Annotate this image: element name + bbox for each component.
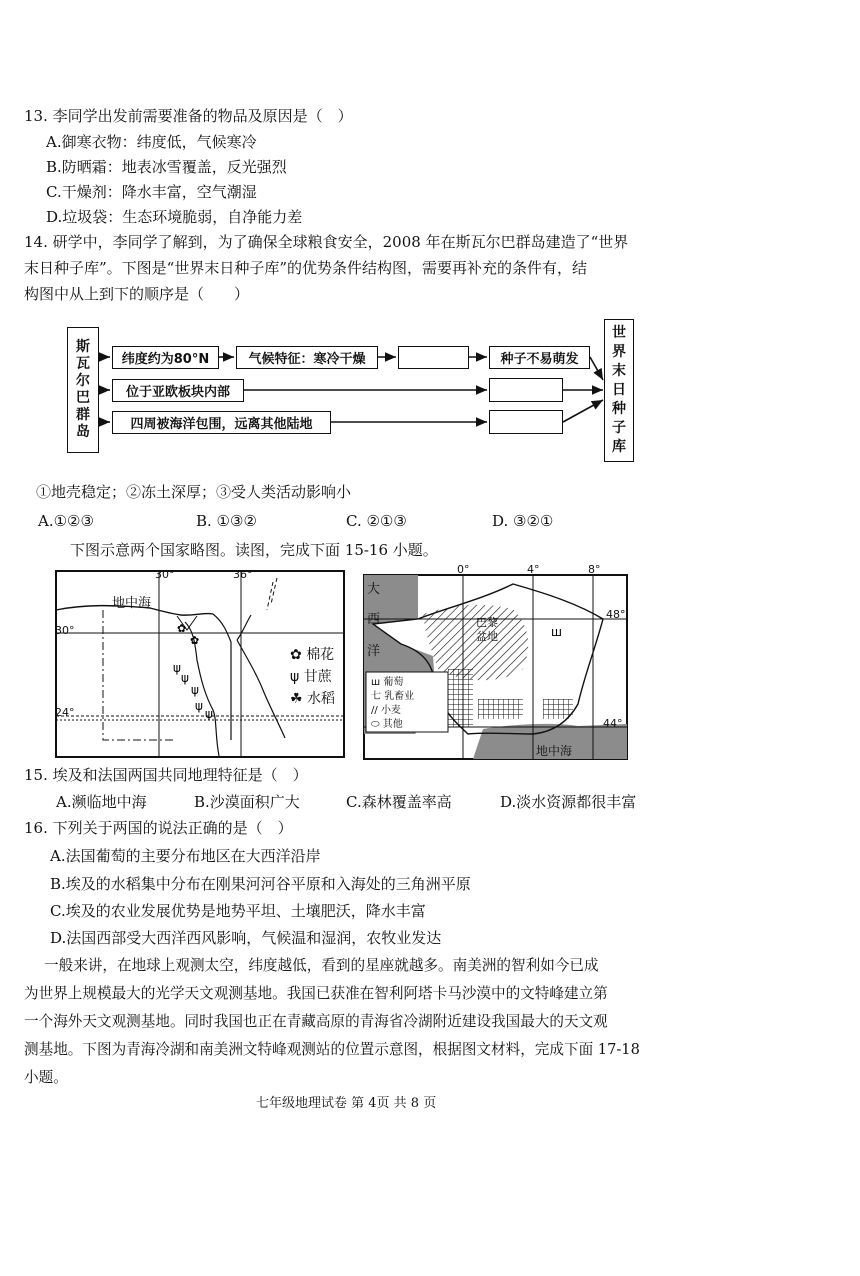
france-lon-8: 8° [588, 563, 601, 576]
egypt-legend [290, 644, 335, 710]
svalbard-char: 瓦 [76, 356, 90, 372]
q13-option-b: B.防晒霜：地表冰雪覆盖，反光强烈 [46, 158, 287, 176]
egypt-lat-24: 24° [55, 706, 75, 719]
blank-box-1 [398, 346, 469, 369]
seed-vault-char: 末 [612, 363, 626, 379]
svalbard-char: 尔 [76, 373, 90, 389]
q15-option-c: C.森林覆盖率高 [346, 793, 452, 811]
ocean-surrounded-box: 四周被海洋包围，远离其他陆地 [112, 411, 331, 434]
q15-option-d: D.淡水资源都很丰富 [500, 793, 637, 811]
egypt-lon-30: 30° [155, 568, 175, 581]
blank-box-2 [489, 378, 563, 402]
svg-text:✿: ✿ [190, 634, 200, 647]
q16-option-d: D.法国西部受大西洋西风影响，气候温和湿润，农牧业发达 [50, 929, 442, 947]
q16-option-b: B.埃及的水稻集中分布在刚果河河谷平原和入海处的三角洲平原 [50, 875, 471, 893]
seed-vault-char: 子 [612, 420, 626, 436]
q14-option-c: C. ②①③ [346, 512, 407, 530]
q15-option-a: A.濒临地中海 [56, 793, 147, 811]
seed-vault-char: 界 [612, 344, 626, 360]
svalbard-char: 斯 [76, 339, 90, 355]
q15-option-b: B.沙漠面积广大 [194, 793, 300, 811]
legend-cotton: 棉花 [306, 647, 335, 663]
svg-text:ψ: ψ [195, 699, 203, 713]
france-legend [371, 676, 414, 732]
q16-option-a: A.法国葡萄的主要分布地区在大西洋沿岸 [50, 847, 321, 865]
q14-stem-line2: 末日种子库”。下图是“世界末日种子库”的优势条件结构图，需要再补充的条件有，结 [24, 259, 588, 277]
legend-other: 其他 [382, 719, 403, 730]
svg-text:ψ: ψ [191, 683, 199, 697]
svg-text:ψ: ψ [181, 671, 189, 685]
q14-option-d: D. ③②① [492, 512, 554, 530]
france-lat-44: 44° [603, 717, 623, 730]
q14-stem-line3: 构图中从上到下的顺序是（ ） [24, 285, 250, 303]
latitude-box: 纬度约为80°N [112, 346, 219, 369]
q16-option-c: C.埃及的农业发展优势是地势平坦、土壤肥沃，降水丰富 [50, 902, 426, 920]
france-lon-0: 0° [457, 563, 470, 576]
passage-line-2: 为世界上规模最大的光学天文观测基地。我国已获准在智利阿塔卡马沙漠中的文特峰建立第 [24, 985, 608, 1002]
svg-text:ш: ш [551, 625, 562, 639]
vineyard-icon: ш [371, 677, 381, 688]
atlantic-char-3: 洋 [367, 644, 381, 659]
passage-line-5: 小题。 [24, 1069, 68, 1086]
passage-line-3: 一个海外天文观测基地。同时我国也正在青藏高原的青海省冷湖附近建设我国最大的天文观 [24, 1013, 608, 1030]
q14-stem-line1: 14. 研学中，李同学了解到，为了确保全球粮食安全，2008 年在斯瓦尔巴群岛建造了“世界 [24, 233, 629, 251]
dairy-icon: 七 [371, 691, 381, 702]
other-icon: ⬭ [371, 719, 380, 730]
svg-text:ψ: ψ [205, 707, 213, 721]
paris-basin-label-1: 巴黎 [476, 616, 498, 629]
seed-vault-char: 库 [612, 439, 626, 455]
svalbard-char: 群 [76, 407, 90, 423]
passage-line-1: 一般来讲，在地球上观测太空，纬度越低，看到的星座就越多。南美洲的智利如今已成 [44, 957, 599, 974]
seed-vault-box [604, 319, 634, 462]
egypt-lat-30: 30° [55, 624, 75, 637]
legend-rice: 水稻 [307, 691, 336, 707]
legend-grape: 葡萄 [383, 677, 404, 688]
france-lat-48: 48° [606, 608, 626, 621]
egypt-mediterranean-label: 地中海 [112, 596, 152, 611]
atlantic-char-2: 西 [367, 612, 381, 627]
seed-vault-char: 种 [612, 401, 626, 417]
cotton-icon: ✿ [290, 647, 302, 663]
passage-line-4: 测基地。下图为青海冷湖和南美洲文特峰观测站的位置示意图，根据图文材料，完成下面 17-18 [24, 1041, 640, 1058]
q14-option-b: B. ①③② [196, 512, 257, 530]
seed-vault-char: 日 [612, 382, 626, 398]
seed-vault-char: 世 [612, 325, 626, 341]
q16-stem: 16. 下列关于两国的说法正确的是（ ） [24, 819, 293, 837]
q14-option-a: A.①②③ [38, 512, 94, 530]
plate-position-box: 位于亚欧板块内部 [112, 379, 244, 402]
blank-box-3 [489, 410, 563, 434]
wheat-icon: // [371, 705, 378, 716]
page-footer: 七年级地理试卷 第 4页 共 8 页 [256, 1096, 437, 1111]
q13-option-a: A.御寒衣物：纬度低，气候寒冷 [46, 133, 257, 151]
q13-stem: 13. 李同学出发前需要准备的物品及原因是（ ） [24, 107, 353, 125]
svalbard-char: 岛 [76, 424, 90, 440]
intro-15-16: 下图示意两个国家略图。读图，完成下面 15-16 小题。 [70, 541, 438, 559]
svalbard-char: 巴 [76, 390, 90, 406]
q13-option-c: C.干燥剂：降水丰富，空气潮湿 [46, 183, 257, 201]
france-map-graphic [363, 574, 628, 760]
q15-stem: 15. 埃及和法国两国共同地理特征是（ ） [24, 766, 308, 784]
legend-sugarcane: 甘蔗 [303, 669, 332, 685]
france-lon-4: 4° [527, 563, 540, 576]
rice-icon: ☘ [290, 691, 303, 707]
legend-dairy: 乳畜业 [384, 691, 415, 702]
svalbard-box [67, 327, 99, 453]
france-mediterranean-label: 地中海 [536, 744, 573, 758]
atlantic-char-1: 大 [367, 582, 381, 597]
q13-option-d: D.垃圾袋：生态环境脆弱，自净能力差 [46, 208, 303, 226]
legend-wheat: 小麦 [380, 705, 401, 716]
sugarcane-icon: ψ [290, 669, 300, 685]
climate-box: 气候特征：寒冷干燥 [236, 346, 378, 369]
q14-conditions: ①地壳稳定；②冻土深厚；③受人类活动影响小 [36, 483, 352, 501]
seeds-dormant-box: 种子不易萌发 [489, 346, 590, 369]
paris-basin-label-2: 盆地 [476, 630, 498, 643]
egypt-lon-36: 36° [233, 568, 253, 581]
svg-text:ψ: ψ [173, 661, 181, 675]
svg-text:✿: ✿ [177, 622, 187, 635]
